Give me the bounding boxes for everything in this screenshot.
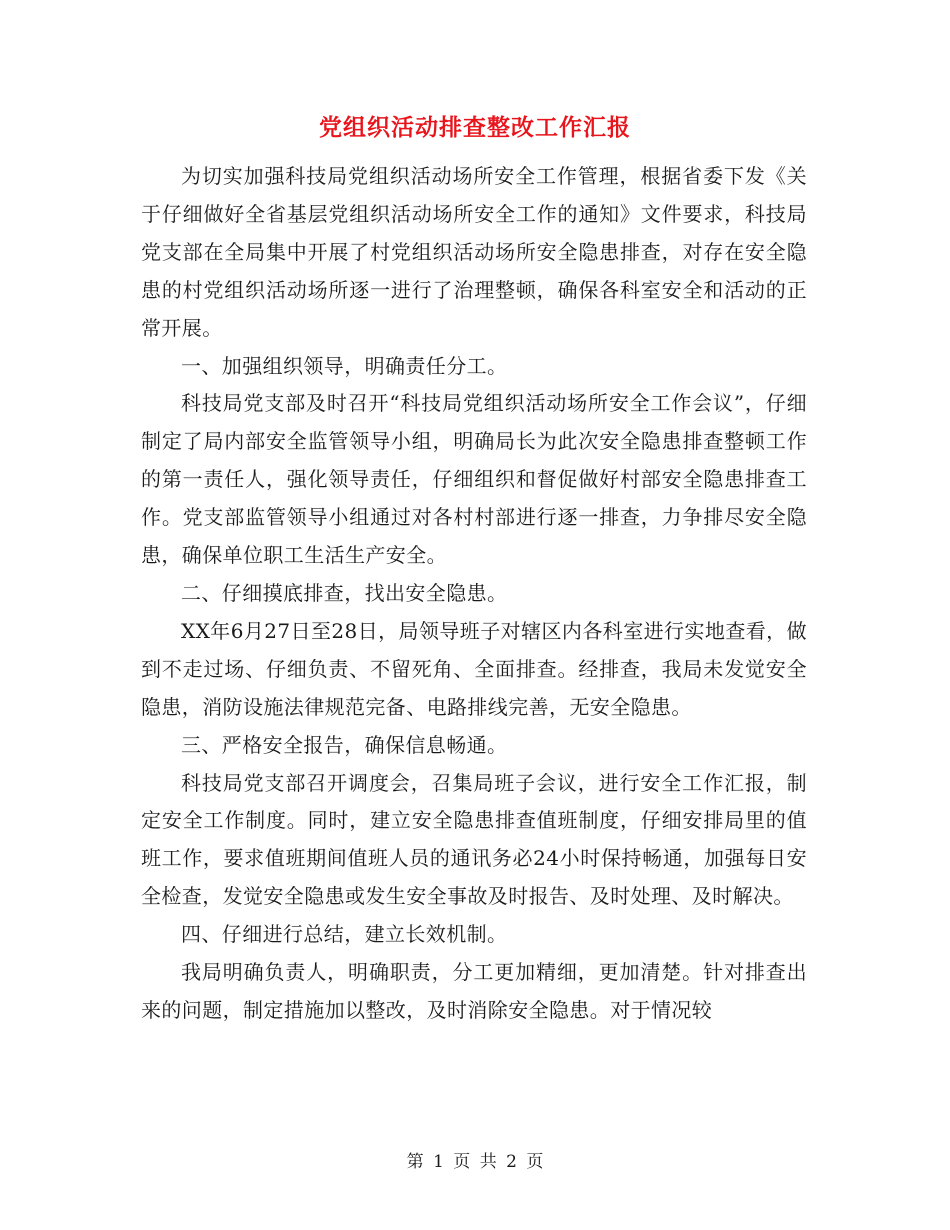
paragraph-section-1: 科技局党支部及时召开“科技局党组织活动场所安全工作会议”，仔细制定了局内部安全监管领导小组，明确局长为此次安全隐患排查整顿工作的第一责任人，强化领导责任，仔细组织和督促做好村部安全隐患排查工作。党支部监管领导小组通过对各村村部进行逐一排查，力争排尽安全隐患，确保单位职工生活生产安全。	[141, 391, 807, 568]
paragraph-intro: 为切实加强科技局党组织活动场所安全工作管理，根据省委下发《关于仔细做好全省基层党组织活动场所安全工作的通知》文件要求，科技局党支部在全局集中开展了村党组织活动场所安全隐患排查，对存在安全隐患的村党组织活动场所逐一进行了治理整顿，确保各科室安全和活动的正常开展。	[141, 164, 807, 340]
paragraph-section-2: XX年6月27日至28日，局领导班子对辖区内各科室进行实地查看，做到不走过场、仔细负责、不留死角、全面排查。经排查，我局未发觉安全隐患，消防设施法律规范完备、电路排线完善，无安全隐患。	[141, 618, 807, 719]
section-heading-4: 四、仔细进行总结，建立长效机制。	[181, 922, 508, 947]
document-title: 党组织活动排查整改工作汇报	[319, 114, 631, 141]
page-footer: 第 1 页 共 2 页	[406, 1152, 544, 1172]
section-heading-1: 一、加强组织领导，明确责任分工。	[181, 353, 508, 378]
paragraph-section-3: 科技局党支部召开调度会，召集局班子会议，进行安全工作汇报，制定安全工作制度。同时，建立安全隐患排查值班制度，仔细安排局里的值班工作，要求值班期间值班人员的通讯务必24小时保持畅通，加强每日安全检查，发觉安全隐患或发生安全事故及时报告、及时处理、及时解决。	[141, 770, 807, 909]
section-heading-2: 二、仔细摸底排查，找出安全隐患。	[181, 580, 508, 605]
section-heading-3: 三、严格安全报告，确保信息畅通。	[181, 732, 508, 757]
paragraph-section-4: 我局明确负责人，明确职责，分工更加精细，更加清楚。针对排查出来的问题，制定措施加以整改，及时消除安全隐患。对于情况较	[141, 960, 807, 1022]
document-body	[141, 158, 807, 1030]
